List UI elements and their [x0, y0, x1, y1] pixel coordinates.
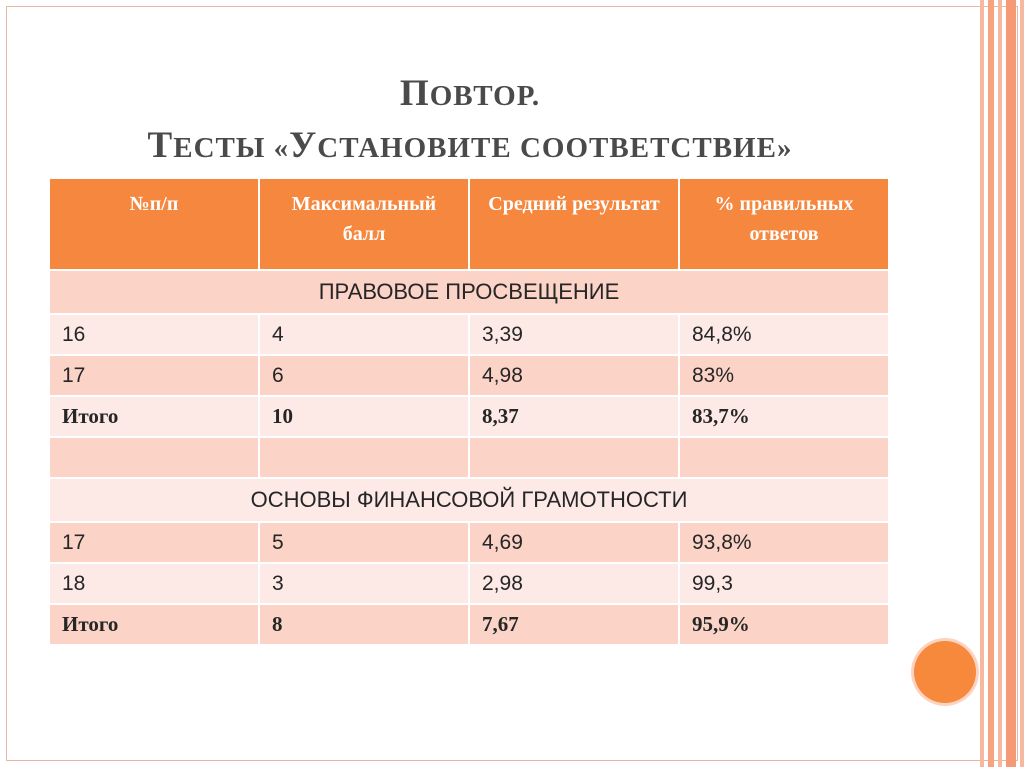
- table-cell: 17: [49, 522, 259, 563]
- decorative-circle: [914, 641, 976, 703]
- table-cell: 16: [49, 314, 259, 355]
- results-table: [48, 177, 890, 646]
- table-cell: 4,69: [469, 522, 679, 563]
- table-row: [49, 522, 889, 563]
- table-cell: 84,8%: [679, 314, 889, 355]
- empty-row: [49, 437, 889, 478]
- section-title: ОСНОВЫ ФИНАНСОВОЙ ГРАМОТНОСТИ: [49, 478, 889, 522]
- table-header-row: [49, 178, 889, 270]
- table-cell: 4,98: [469, 355, 679, 396]
- table-cell: 95,9%: [679, 604, 889, 645]
- title-text: СТАНОВИТЕ СООТВЕТСТВИЕ»: [317, 132, 793, 164]
- table-cell: 3,39: [469, 314, 679, 355]
- table-cell: 18: [49, 563, 259, 604]
- table-cell: 93,8%: [679, 522, 889, 563]
- table-cell: 8: [259, 604, 469, 645]
- header-number: №п/п: [49, 178, 259, 270]
- header-percent-correct: % правильных ответов: [679, 178, 889, 270]
- table-cell: 2,98: [469, 563, 679, 604]
- title-line-2: [0, 120, 940, 172]
- section-row: [49, 270, 889, 314]
- table-cell: [469, 437, 679, 478]
- table-row: [49, 355, 889, 396]
- table-cell: 6: [259, 355, 469, 396]
- table-cell: 17: [49, 355, 259, 396]
- table-cell: 99,3: [679, 563, 889, 604]
- header-avg-result: Средний результат: [469, 178, 679, 270]
- table-cell: [679, 437, 889, 478]
- table-cell: 5: [259, 522, 469, 563]
- title-line-1: [0, 68, 940, 120]
- table-row: [49, 314, 889, 355]
- section-row: [49, 478, 889, 522]
- slide-title: [0, 68, 940, 172]
- table-cell: 4: [259, 314, 469, 355]
- title-initial: Т: [147, 125, 174, 166]
- title-initial: У: [289, 125, 318, 166]
- table-cell: 7,67: [469, 604, 679, 645]
- table-cell: 83,7%: [679, 396, 889, 437]
- title-text: ОВТОР.: [429, 80, 541, 112]
- table-cell: 10: [259, 396, 469, 437]
- header-max-score: Максимальный балл: [259, 178, 469, 270]
- table-cell: [259, 437, 469, 478]
- table-cell: 3: [259, 563, 469, 604]
- table-cell: [49, 437, 259, 478]
- decorative-stripes: [980, 0, 1024, 767]
- table-cell: Итого: [49, 396, 259, 437]
- total-row: [49, 396, 889, 437]
- title-text: ЕСТЫ «: [173, 132, 290, 164]
- table-cell: 8,37: [469, 396, 679, 437]
- total-row: [49, 604, 889, 645]
- table-row: [49, 563, 889, 604]
- title-initial: П: [399, 73, 430, 114]
- table-cell: 83%: [679, 355, 889, 396]
- section-title: ПРАВОВОЕ ПРОСВЕЩЕНИЕ: [49, 270, 889, 314]
- table-cell: Итого: [49, 604, 259, 645]
